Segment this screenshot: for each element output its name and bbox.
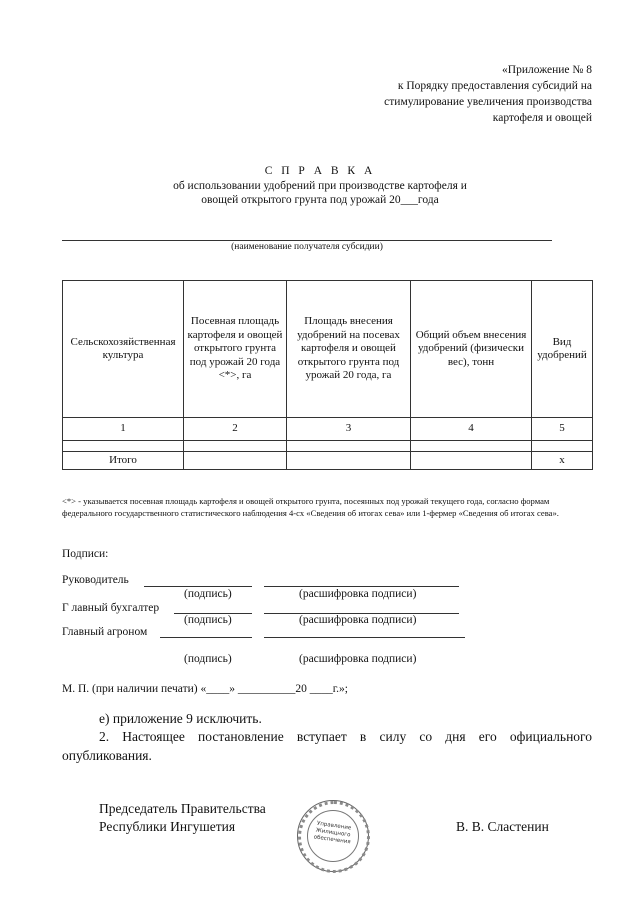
- sign-caption: (подпись): [184, 614, 232, 626]
- header-fertilizer-type: Вид удобрений: [532, 281, 593, 418]
- header-sown-area: Посевная площадь картофеля и овощей открытого грунта под урожай 20 года <*>, га: [184, 281, 287, 418]
- header-fertilized-area: Площадь внесения удобрений на посевах картофеля и овощей открытого грунта под урожай 20 года, га: [287, 281, 411, 418]
- table-total-row: [63, 452, 593, 470]
- col-number: 2: [184, 418, 287, 441]
- total-label: Итого: [63, 452, 184, 470]
- agronomist-decode-line[interactable]: [264, 637, 465, 638]
- sign-caption: (подпись): [184, 588, 232, 600]
- document-subtitle-line-1: об использовании удобрений при производстве картофеля и: [173, 180, 467, 192]
- signer-name: В. В. Сластенин: [456, 819, 549, 834]
- total-type-mark: х: [532, 452, 593, 470]
- table-cell[interactable]: [184, 441, 287, 452]
- decode-caption: (расшифровка подписи): [299, 653, 417, 665]
- position-line-1: Председатель Правительства: [99, 801, 266, 816]
- director-label: Руководитель: [62, 574, 129, 586]
- recipient-name-caption: (наименование получателя субсидии): [231, 242, 383, 252]
- decode-caption: (расшифровка подписи): [299, 614, 417, 626]
- agronomist-label: Главный агроном: [62, 626, 148, 638]
- table-cell[interactable]: [287, 452, 411, 470]
- header-total-volume: Общий объем внесения удобрений (физически вес), тонн: [411, 281, 532, 418]
- table-cell[interactable]: [63, 441, 184, 452]
- footnote: <*> - указывается посевная площадь картофеля и овощей открытого грунта, посеянных под урожай текущего года, согласно формам федерального государственного статистического наблюдения 4-сх «Сведения об итогах сева» или 1-фермер «Сведения об итогах сева».: [62, 496, 559, 518]
- stamp-text: Управление Жилищного обеспечения: [313, 820, 352, 846]
- table-cell[interactable]: [411, 452, 532, 470]
- header-crop: Сельскохозяйственная культура: [63, 281, 184, 418]
- accountant-label: Г лавный бухгалтер: [62, 602, 160, 614]
- col-number: 4: [411, 418, 532, 441]
- document-title: С П Р А В К А: [264, 165, 376, 177]
- annex-line-3: стимулирование увеличения производства: [384, 96, 592, 108]
- annex-header: [312, 62, 592, 126]
- director-decode-line[interactable]: [264, 586, 459, 587]
- table-number-row: [63, 418, 593, 441]
- decode-caption: (расшифровка подписи): [299, 588, 417, 600]
- item-2: 2. Настоящее постановление вступает в силу со дня его официального опубликования.: [62, 729, 592, 763]
- col-number: 5: [532, 418, 593, 441]
- table-cell[interactable]: [411, 441, 532, 452]
- col-number: 1: [63, 418, 184, 441]
- table-row: [63, 441, 593, 452]
- position-line-2: Республики Ингушетия: [99, 819, 236, 834]
- signatures-heading: Подписи:: [62, 548, 109, 560]
- table-cell[interactable]: [532, 441, 593, 452]
- table-header-row: [63, 281, 593, 418]
- document-subtitle-line-2: овощей открытого грунта под урожай 20___года: [201, 194, 439, 206]
- item-e: е) приложение 9 исключить.: [99, 711, 262, 726]
- director-signature-line[interactable]: [144, 586, 252, 587]
- agronomist-signature-line[interactable]: [160, 637, 252, 638]
- annex-line-2: к Порядку предоставления субсидий на: [397, 80, 592, 92]
- col-number: 3: [287, 418, 411, 441]
- annex-line-1: «Приложение № 8: [502, 64, 592, 76]
- annex-line-4: картофеля и овощей: [492, 112, 592, 124]
- recipient-name-line[interactable]: [62, 240, 552, 241]
- fertilizer-table: [62, 280, 593, 470]
- official-stamp: [297, 800, 369, 872]
- table-cell[interactable]: [184, 452, 287, 470]
- table-cell[interactable]: [287, 441, 411, 452]
- seal-date-line: М. П. (при наличии печати) «____» __________20 ____г.»;: [62, 683, 348, 695]
- sign-caption: (подпись): [184, 653, 232, 665]
